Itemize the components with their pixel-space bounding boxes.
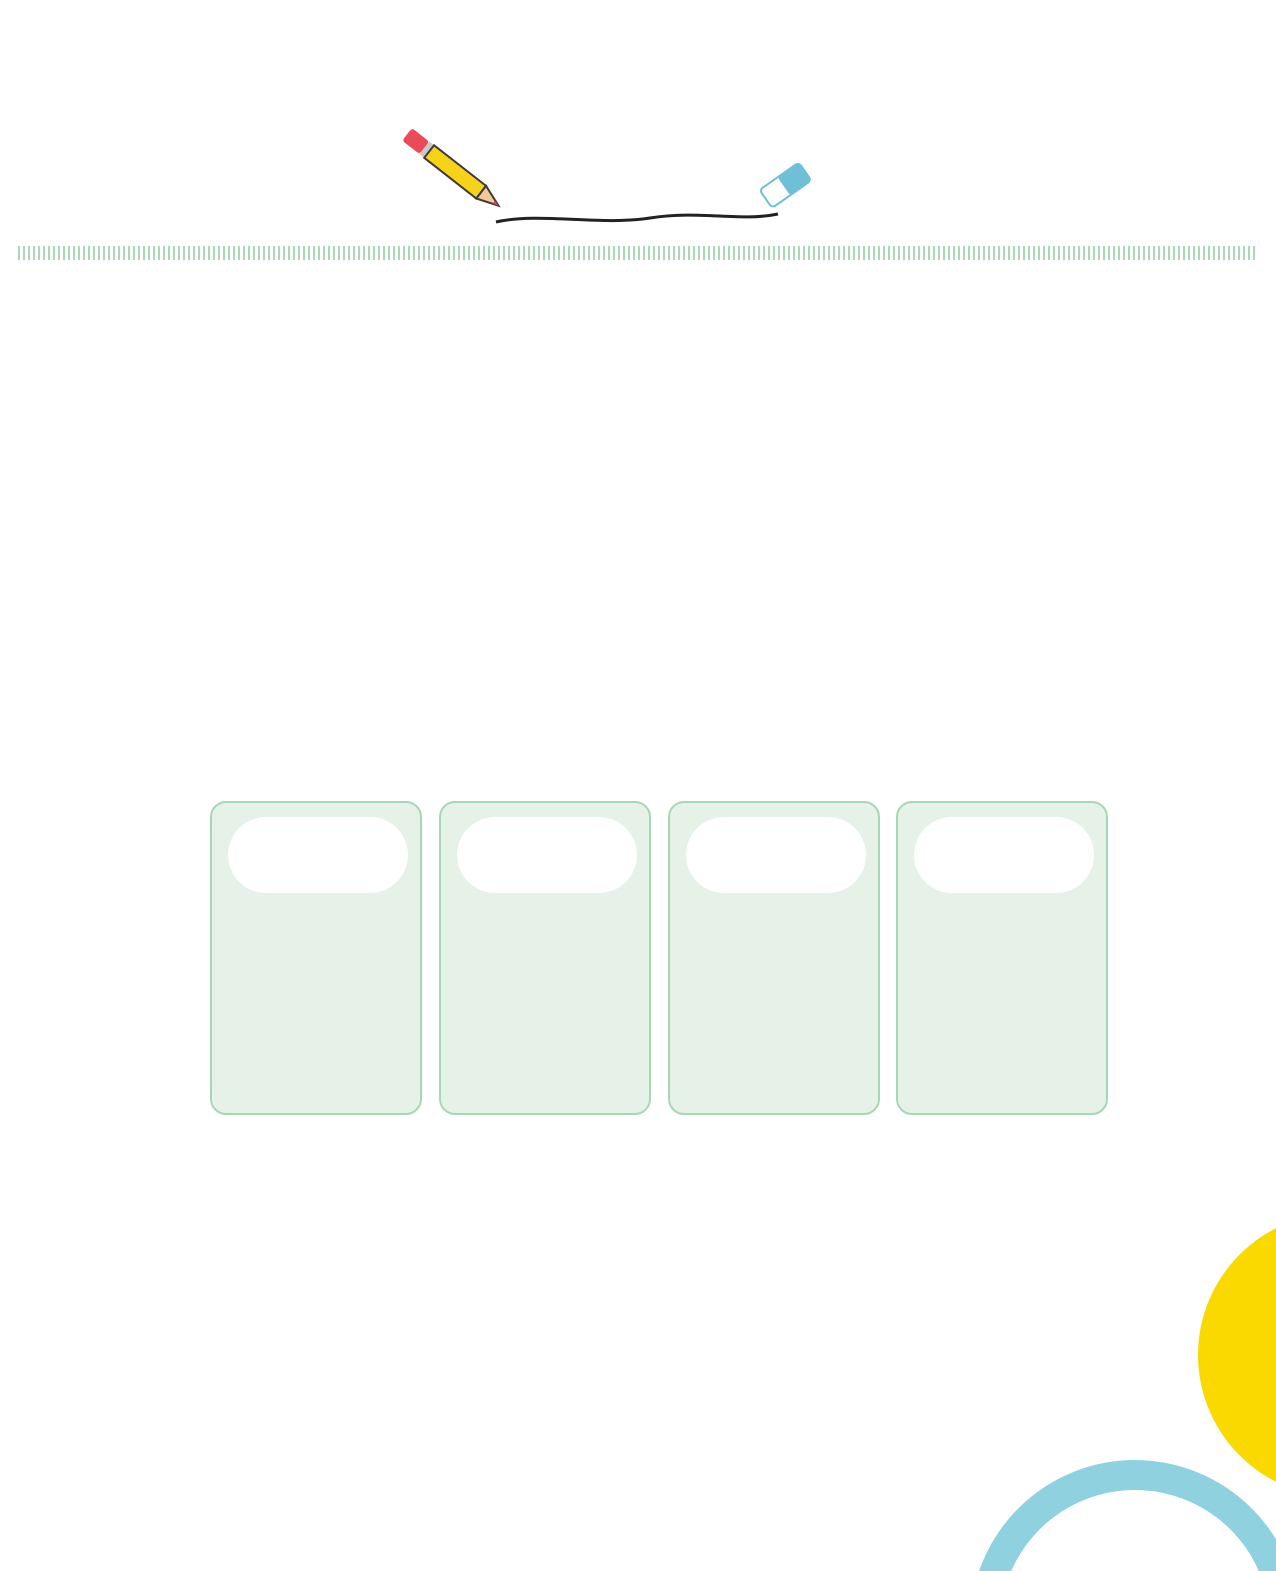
eraser-icon	[756, 156, 816, 216]
card-ecig-ban	[439, 801, 651, 1115]
card-age-limit	[210, 801, 422, 1115]
card-heading	[914, 817, 1094, 893]
amendment-cards	[210, 801, 1110, 1119]
card-warning-labels	[896, 801, 1108, 1115]
confetti-dots-decoration	[0, 0, 1276, 95]
dashed-divider	[18, 246, 1258, 260]
card-heading	[457, 817, 637, 893]
title-banner	[400, 120, 820, 230]
card-public-places	[668, 801, 880, 1115]
card-heading	[686, 817, 866, 893]
card-heading	[228, 817, 408, 893]
